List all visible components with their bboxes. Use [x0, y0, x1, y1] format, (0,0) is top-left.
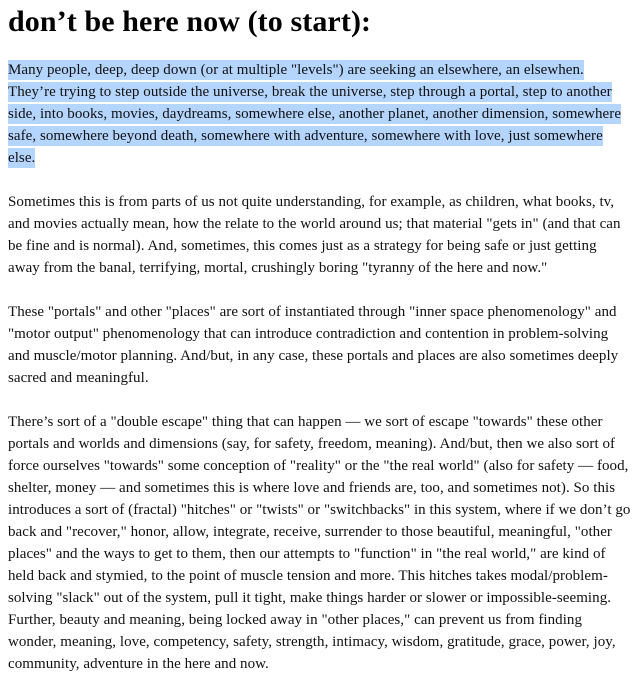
- paragraph-2: Sometimes this is from parts of us not quite understanding, for example, as children, what books, tv, and movies actually mean, how the relate to the world around us; that material "gets in" (and that can be fine and is normal). And, sometimes, this comes just as a strategy for being safe or just getting away from the banal, terrifying, mortal, crushingly boring "tyranny of the here and now.": [8, 194, 621, 276]
- article-title: don’t be here now (to start):: [8, 5, 372, 38]
- selected-text[interactable]: Many people, deep, deep down (or at multiple "levels") are seeking an elsewhere, an elsewhen. They’re trying to step outside the universe, break the universe, step through a portal, step to another side, into books, movies, daydreams, somewhere else, another planet, another dimension, somewhere safe, somewhere beyond death, somewhere with adventure, somewhere with love, just somewhere else.: [8, 62, 622, 166]
- article: [8, 0, 632, 675]
- paragraph-3: These "portals" and other "places" are sort of instantiated through "inner space phenomenology" and "motor output" phenomenology that can introduce contradiction and contention in problem-solving and muscle/motor planning. And/but, in any case, these portals and places are also sometimes deeply sacred and meaningful.: [8, 304, 619, 386]
- paragraph-4: There’s sort of a "double escape" thing that can happen — we sort of escape "towards" these other portals and worlds and dimensions (say, for safety, freedom, meaning). And/but, then we also sort of force ourselves "towards" some conception of "reality" or the "the real world" (also for safety — food, shelter, money — and sometimes this is where love and friends are, too, and sometimes not). So this introduces a sort of (fractal) "hitches" or "twists" or "switchbacks" in this system, where if we don’t go back and "recover," honor, allow, integrate, receive, surrender to those beautiful, meaningful, "other places" and the ways to get to them, then our attempts to "function" in "the real world," are kind of held back and stymied, to the point of muscle tension and more. This hitches takes modal/problem-solving "slack" out of the system, pull it tight, make things harder or slower or impossible-seeming. Further, beauty and meaning, being locked away in "other places," can prevent us from finding wonder, meaning, love, competency, safety, strength, intimacy, wisdom, gratitude, grace, power, joy, community, adventure in the here and now.: [8, 414, 631, 672]
- paragraph-1[interactable]: [8, 59, 632, 169]
